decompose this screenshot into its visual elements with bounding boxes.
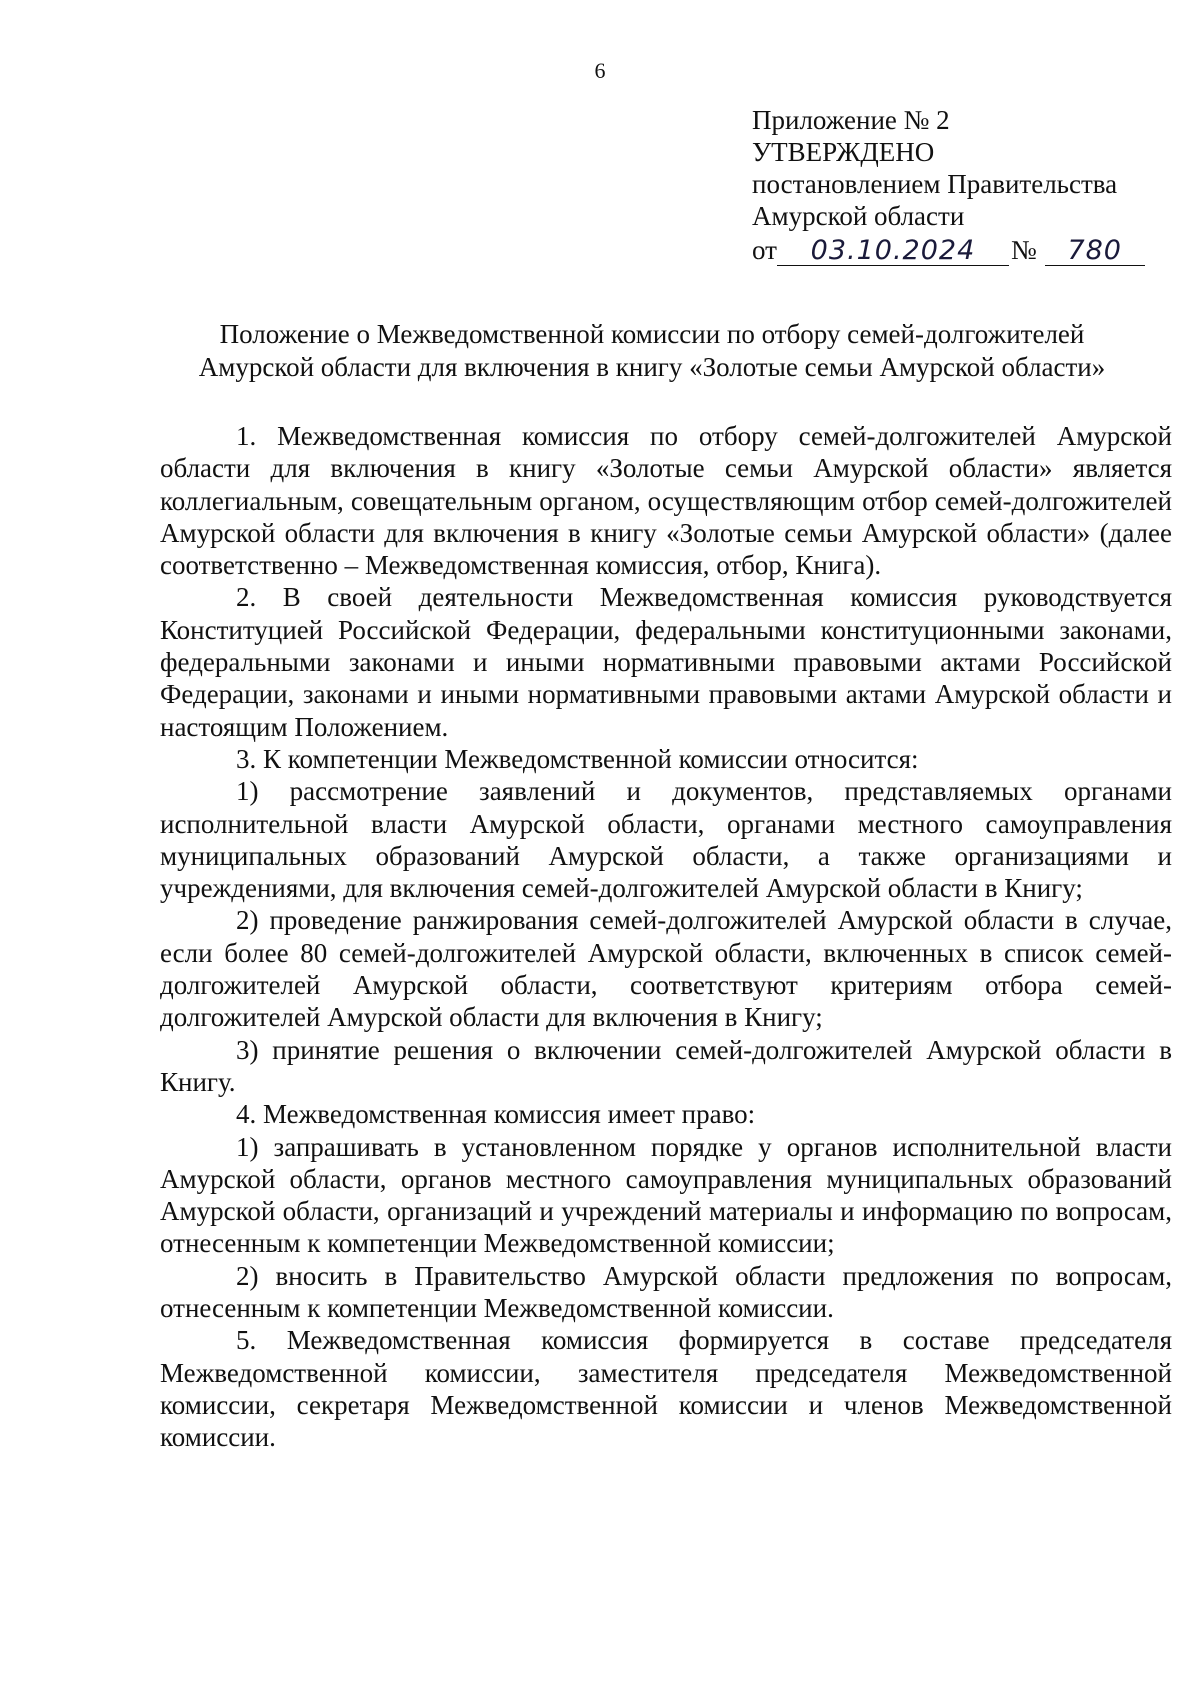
document-body (160, 420, 1172, 1454)
paragraph: 2) вносить в Правительство Амурской области предложения по вопросам, отнесенным к компетенции Межведомственной комиссии. (160, 1260, 1172, 1324)
paragraph: 5. Межведомственная комиссия формируется в составе председателя Межведомственной комиссии, заместителя председателя Межведомственной комиссии, секретаря Межведомственной комиссии и членов Межведомственной комиссии. (160, 1325, 1172, 1453)
date-number-line (752, 234, 1172, 266)
page-number: 6 (594, 58, 606, 83)
handwritten-number: 780 (1045, 237, 1145, 266)
paragraph: 3. К компетенции Межведомственной комиссии относится: (236, 743, 919, 774)
paragraph: 1) рассмотрение заявлений и документов, представляемых органами исполнительной власти Амурской области, органами местного самоуправления муниципальных образований Амурской области, а также организациями и учреждениями, для включения семей-долгожителей Амурской области в Книгу; (160, 776, 1172, 904)
number-sign: № (1010, 235, 1037, 265)
document-title (130, 318, 1174, 384)
paragraph: 1. Межведомственная комиссия по отбору семей-долгожителей Амурской области для включения в книгу «Золотые семьи Амурской области» является коллегиальным, совещательным органом, осуществляющим отбор семей-долгожителей Амурской области для включения в книгу «Золотые семьи Амурской области» (далее соответственно – Межведомственная комиссия, отбор, Книга). (160, 421, 1172, 581)
paragraph: 2. В своей деятельности Межведомственная комиссия руководствуется Конституцией Российской Федерации, федеральными конституционными законами, федеральными законами и иными нормативными правовыми актами Российской Федерации, законами и иными нормативными правовыми актами Амурской области и настоящим Положением. (160, 582, 1172, 742)
paragraph: 1) запрашивать в установленном порядке у органов исполнительной власти Амурской области, органов местного самоуправления муниципальных образований Амурской области, организаций и учреждений материалы и информацию по вопросам, отнесенным к компетенции Межведомственной комиссии; (160, 1131, 1172, 1259)
decree-line-2: Амурской области (752, 201, 965, 231)
title-line-1: Положение о Межведомственной комиссии по отбору семей-долгожителей (219, 319, 1085, 349)
approved-label: УТВЕРЖДЕНО (752, 137, 935, 167)
paragraph: 2) проведение ранжирования семей-долгожителей Амурской области в случае, если более 80 семей-долгожителей Амурской области, включенных в список семей-долгожителей Амурской области, соответствуют критериям отбора семей-долгожителей Амурской области для включения в Книгу; (160, 905, 1172, 1033)
paragraph: 4. Межведомственная комиссия имеет право: (236, 1099, 756, 1130)
handwritten-date: 03.10.2024 (777, 237, 1009, 266)
title-line-2: Амурской области для включения в книгу «Золотые семьи Амурской области» (198, 352, 1106, 382)
paragraph: 3) принятие решения о включении семей-долгожителей Амурской области в Книгу. (160, 1034, 1172, 1097)
date-prefix: от (752, 235, 777, 265)
decree-line-1: постановлением Правительства (752, 169, 1118, 199)
appendix-label: Приложение № 2 (752, 105, 950, 135)
approval-stamp-block (752, 104, 1172, 266)
